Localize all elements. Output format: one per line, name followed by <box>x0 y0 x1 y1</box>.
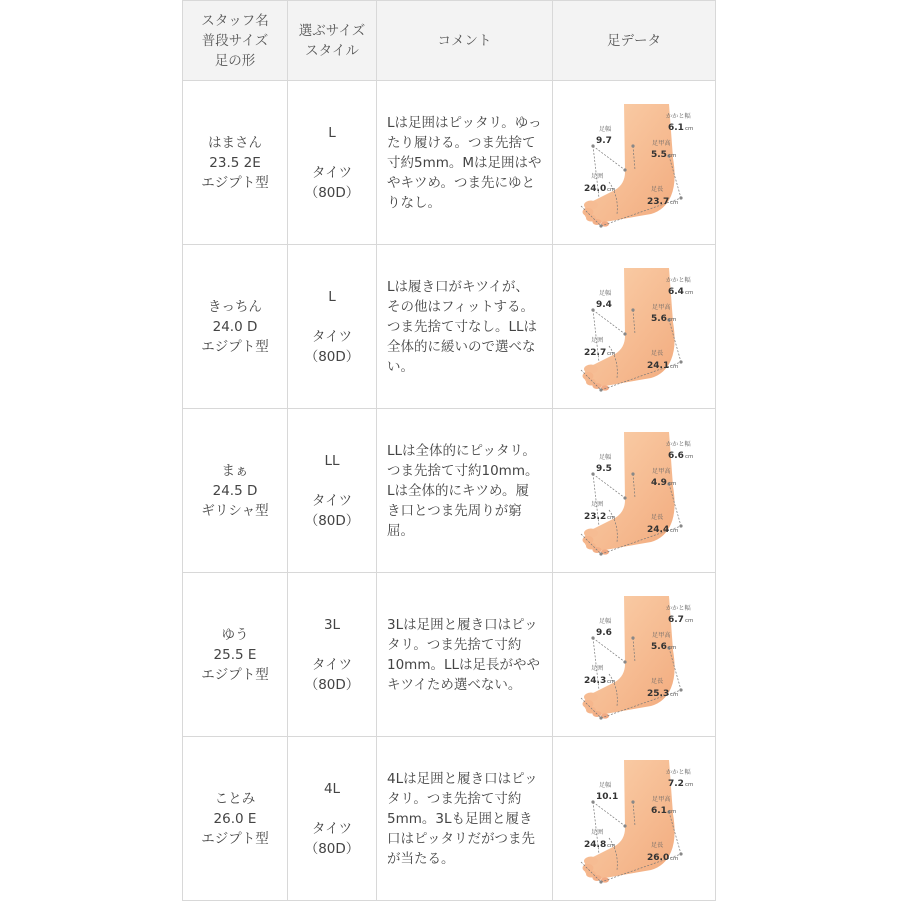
unit-length: cm <box>670 199 679 206</box>
heel-width-label: かかと幅 <box>666 112 691 120</box>
foot-width-value: 9.5 <box>596 463 612 474</box>
length-label: 足長 <box>651 349 664 357</box>
foot-data-cell <box>553 409 716 573</box>
unit-instep: cm <box>668 480 677 487</box>
length-label: 足長 <box>651 513 664 521</box>
girth-label: 足囲 <box>591 664 604 672</box>
girth-value: 23.2 <box>584 511 607 522</box>
header-foot-shape: 足の形 <box>214 52 256 69</box>
chosen-size: 4L <box>323 780 341 797</box>
unit-girth: cm <box>607 514 616 521</box>
staff-cell <box>183 81 288 245</box>
foot-shape: エジプト型 <box>201 666 269 683</box>
instep-height-value: 6.1 <box>651 805 667 816</box>
heel-width-value: 6.6 <box>668 450 684 461</box>
girth-value: 24.3 <box>584 675 607 686</box>
foot-illustration <box>583 104 675 227</box>
length-value: 24.4 <box>647 524 670 535</box>
header-foot-data: 足データ <box>553 1 716 81</box>
header-staff-name: スタッフ名 <box>201 12 269 29</box>
unit-length: cm <box>670 363 679 370</box>
heel-width-label: かかと幅 <box>666 604 691 612</box>
foot-width-label: 足幅 <box>599 781 612 789</box>
foot-width-label: 足幅 <box>599 289 612 297</box>
unit-girth: cm <box>607 678 616 685</box>
length-value: 25.3 <box>647 688 670 699</box>
usual-size: 25.5 E <box>213 646 257 663</box>
foot-width-value: 9.4 <box>596 299 612 310</box>
usual-size: 24.0 D <box>212 318 258 335</box>
denier: （80D） <box>304 184 360 201</box>
unit-heel: cm <box>685 617 694 624</box>
foot-width-value: 9.6 <box>596 627 612 638</box>
chosen-size: L <box>328 288 336 305</box>
length-label: 足長 <box>651 185 664 193</box>
unit-heel: cm <box>685 781 694 788</box>
unit-heel: cm <box>685 453 694 460</box>
size-cell <box>288 81 377 245</box>
length-label: 足長 <box>651 841 664 849</box>
length-value: 26.0 <box>647 852 670 863</box>
comment-cell: Lは履き口がキツイが、その他はフィットする。つま先捨て寸なし。LLは全体的に緩いので選べない。 <box>377 245 553 409</box>
foot-data-cell <box>553 245 716 409</box>
header-row <box>183 1 716 81</box>
foot-width-label: 足幅 <box>599 125 612 133</box>
foot-illustration <box>583 432 675 555</box>
instep-height-value: 5.5 <box>651 149 667 160</box>
comment-cell: LLは全体的にピッタリ。つま先捨て寸約10mm。Lは全体的にキツめ。履き口とつま先周りが窮屈。 <box>377 409 553 573</box>
style: タイツ <box>311 656 353 673</box>
unit-length: cm <box>670 691 679 698</box>
size-cell <box>288 409 377 573</box>
instep-height-label: 足甲高 <box>652 303 671 311</box>
staff-cell <box>183 245 288 409</box>
table-row <box>183 737 716 901</box>
instep-height-value: 5.6 <box>651 313 667 324</box>
girth-label: 足囲 <box>591 172 604 180</box>
denier: （80D） <box>304 348 360 365</box>
table-row <box>183 245 716 409</box>
foot-width-label: 足幅 <box>599 453 612 461</box>
foot-illustration <box>583 760 675 883</box>
foot-diagram <box>569 590 699 720</box>
header-size <box>288 1 377 81</box>
unit-instep: cm <box>668 808 677 815</box>
heel-width-value: 6.1 <box>668 122 684 133</box>
unit-length: cm <box>670 527 679 534</box>
comment-cell: 4Lは足囲と履き口はピッタリ。つま先捨て寸約5mm。3Lも足囲と履き口はピッタリだがつま先が当たる。 <box>377 737 553 901</box>
unit-length: cm <box>670 855 679 862</box>
foot-shape: エジプト型 <box>201 174 269 191</box>
foot-data-cell <box>553 573 716 737</box>
staff-name: きっちん <box>208 298 262 315</box>
table-row <box>183 573 716 737</box>
girth-value: 22.7 <box>584 347 607 358</box>
foot-data-cell <box>553 737 716 901</box>
usual-size: 23.5 2E <box>209 154 261 171</box>
foot-shape: エジプト型 <box>201 830 269 847</box>
chosen-size: L <box>328 124 336 141</box>
foot-diagram <box>569 262 699 392</box>
staff-cell <box>183 737 288 901</box>
size-cell <box>288 737 377 901</box>
foot-diagram <box>569 426 699 556</box>
unit-girth: cm <box>607 350 616 357</box>
style: タイツ <box>311 328 353 345</box>
instep-height-label: 足甲高 <box>652 467 671 475</box>
heel-width-value: 7.2 <box>668 778 684 789</box>
usual-size: 26.0 E <box>213 810 257 827</box>
heel-width-label: かかと幅 <box>666 768 691 776</box>
foot-shape: ギリシャ型 <box>201 502 269 519</box>
staff-name: ことみ <box>214 790 256 807</box>
staff-cell <box>183 409 288 573</box>
denier: （80D） <box>304 840 360 857</box>
foot-illustration <box>583 596 675 719</box>
girth-label: 足囲 <box>591 336 604 344</box>
girth-label: 足囲 <box>591 828 604 836</box>
size-comparison-table <box>182 0 716 901</box>
style: タイツ <box>311 820 353 837</box>
foot-width-value: 9.7 <box>596 135 612 146</box>
foot-diagram <box>569 98 699 228</box>
unit-girth: cm <box>607 186 616 193</box>
foot-data-cell <box>553 81 716 245</box>
unit-instep: cm <box>668 316 677 323</box>
unit-girth: cm <box>607 842 616 849</box>
header-comment: コメント <box>377 1 553 81</box>
unit-heel: cm <box>685 289 694 296</box>
comment-cell: 3Lは足囲と履き口はピッタリ。つま先捨て寸約10mm。LLは足長がややキツイため選べない。 <box>377 573 553 737</box>
header-staff <box>183 1 288 81</box>
chosen-size: 3L <box>323 616 341 633</box>
staff-name: はまさん <box>208 134 262 151</box>
instep-height-label: 足甲高 <box>652 795 671 803</box>
usual-size: 24.5 D <box>212 482 258 499</box>
unit-heel: cm <box>685 125 694 132</box>
chosen-size: LL <box>324 452 340 469</box>
header-chosen-size: 選ぶサイズ <box>298 22 366 39</box>
staff-name: ゆう <box>221 626 249 643</box>
foot-shape: エジプト型 <box>201 338 269 355</box>
unit-instep: cm <box>668 644 677 651</box>
style: タイツ <box>311 492 353 509</box>
heel-width-value: 6.4 <box>668 286 684 297</box>
denier: （80D） <box>304 512 360 529</box>
length-value: 23.7 <box>647 196 670 207</box>
instep-height-label: 足甲高 <box>652 631 671 639</box>
heel-width-value: 6.7 <box>668 614 684 625</box>
heel-width-label: かかと幅 <box>666 276 691 284</box>
instep-height-value: 5.6 <box>651 641 667 652</box>
foot-width-value: 10.1 <box>596 791 619 802</box>
staff-name: まぁ <box>221 462 249 479</box>
header-usual-size: 普段サイズ <box>201 32 269 49</box>
unit-instep: cm <box>668 152 677 159</box>
size-cell <box>288 245 377 409</box>
instep-height-label: 足甲高 <box>652 139 671 147</box>
foot-width-label: 足幅 <box>599 617 612 625</box>
length-label: 足長 <box>651 677 664 685</box>
girth-value: 24.0 <box>584 183 607 194</box>
girth-value: 24.8 <box>584 839 607 850</box>
foot-illustration <box>583 268 675 391</box>
denier: （80D） <box>304 676 360 693</box>
header-style: スタイル <box>305 42 359 59</box>
girth-label: 足囲 <box>591 500 604 508</box>
comment-cell: Lは足囲はピッタリ。ゆったり履ける。つま先捨て寸約5mm。Mは足囲はややキツめ。つま先にゆとりなし。 <box>377 81 553 245</box>
instep-height-value: 4.9 <box>651 477 667 488</box>
size-cell <box>288 573 377 737</box>
table-row <box>183 409 716 573</box>
foot-diagram <box>569 754 699 884</box>
length-value: 24.1 <box>647 360 670 371</box>
staff-cell <box>183 573 288 737</box>
table-row <box>183 81 716 245</box>
style: タイツ <box>311 164 353 181</box>
heel-width-label: かかと幅 <box>666 440 691 448</box>
